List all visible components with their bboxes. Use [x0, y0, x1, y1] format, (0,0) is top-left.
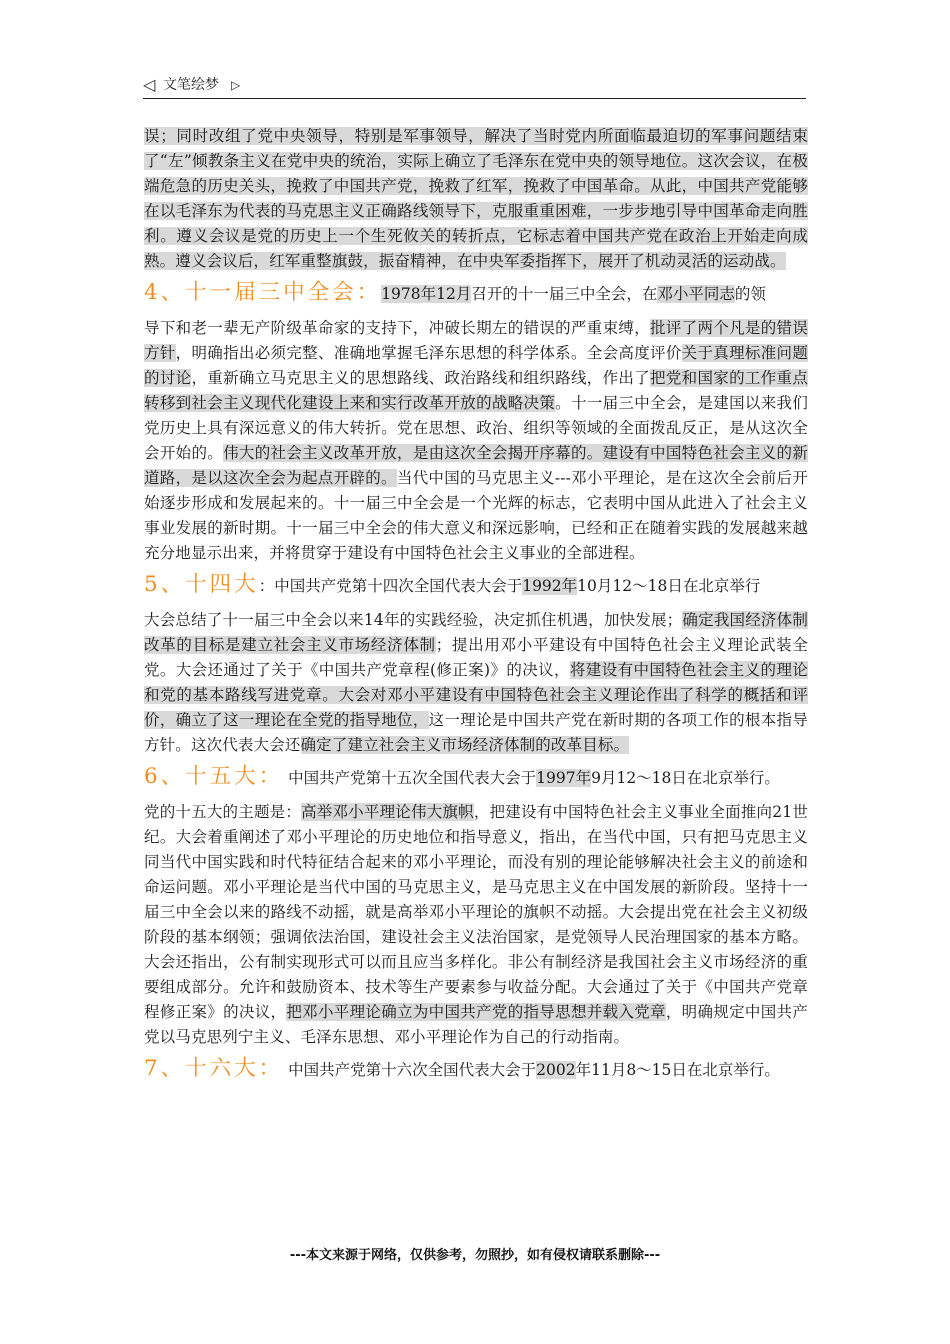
- highlight-run: 高举邓小平理论伟大旗帜: [301, 803, 474, 821]
- section-5-year: 1992年: [522, 577, 578, 595]
- intro-paragraph: [144, 124, 808, 274]
- highlight-run: 批评了两个凡是的错误方针: [144, 319, 808, 362]
- text-run: 党的十五大的主题是：: [144, 803, 302, 821]
- section-5-heading: 5、十四大: [144, 572, 259, 597]
- section-4-person: 邓小平同志: [657, 285, 735, 303]
- section-4-heading-line: [144, 278, 808, 308]
- highlight-run: 确定我国经济体制改革的目标是建立社会主义市场经济体制: [144, 611, 808, 654]
- text-run: ，明确指出必须完整、准确地掌握毛泽东思想的科学体系。全会高度评价: [175, 344, 682, 362]
- section-5-lead-text: ：中国共产党第十四次全国代表大会于: [258, 577, 523, 595]
- section-6-heading: 6、十五大：: [144, 764, 284, 789]
- highlight-run: 将建设有中国特色社会主义的理论和党的基本路线写进党章。: [144, 661, 808, 704]
- intro-text: 误；同时改组了党中央领导，特别是军事领导，解决了当时党内所面临最迫切的军事问题结束了“左”倾教条主义在党中央的统治，实际上确立了毛泽东在党中央的领导地位。这次会议，在极端危急的历史关头，挽救了中国共产党，挽救了红军，挽救了中国革命。从此，中国共产党能够在以毛泽东为代表的马克思主义正确路线领导下，克服重重困难，一步步地引导中国革命走向胜利。遵义会议是党的历史上一个生死攸关的转折点，它标志着中国共产党在政治上开始走向成熟。遵义会议后，红军重整旗鼓，振奋精神，在中央军委指挥下，展开了机动灵活的运动战。: [144, 127, 808, 270]
- section-6-lead-end: 9月12～18日在北京举行。: [591, 769, 780, 787]
- page-header: [143, 74, 806, 99]
- section-7: [144, 1054, 808, 1084]
- section-4-date: 1978年12月: [381, 285, 472, 303]
- text-run: 大会总结了十一届三中全会以来14年的实践经验，决定抓住机遇，加快发展；: [144, 611, 683, 629]
- section-7-year: 2002: [536, 1061, 576, 1079]
- section-7-lead-end: 年11月8～15日在北京举行。: [575, 1061, 780, 1079]
- text-run: 当代中国的马克思主义---邓小平理论，是在这次全会前后开始逐步形成和发展起来的。十一届三中全会是一个光辉的标志，它表明中国从此进入了社会主义事业发展的新时期。十一届三中全会的伟大意义和深远影响，已经和正在随着实践的发展越来越充分地显示出来，并将贯穿于建设有中国特色社会主义事业的全部进程。: [144, 469, 808, 562]
- text-run: ，把建设有中国特色社会主义事业全面推向21世纪。大会着重阐述了邓小平理论的历史地位和指导意义，指出，在当代中国，只有把马克思主义同当代中国实践和时代特征结合起来的邓小平理论，而没有别的理论能够解决社会主义的前途和命运问题。邓小平理论是当代中国的马克思主义，是马克思主义在中国发展的新阶段。坚持十一届三中全会以来的路线不动摇，就是高举邓小平理论的旗帜不动摇。大会提出党在社会主义初级阶段的基本纲领；强调依法治国，建设社会主义法治国家，是党领导人民治理国家的基本方略。大会还指出，公有制实现形式可以而且应当多样化。非公有制经济是我国社会主义市场经济的重要组成部分。允许和鼓励资本、技术等生产要素参与收益分配。大会通过了关于《中国共产党章程修正案》的决议，: [144, 803, 808, 1021]
- section-5: [144, 570, 808, 758]
- section-6-paragraph: [144, 800, 808, 1050]
- text-run: ，重新确立马克思主义的思想路线、政治路线和组织路线，作出了: [191, 369, 651, 387]
- highlight-run: 大会对邓小平建设有中国特色社会主义理论作出了科学的概括和评价，确立了这一理论在全党的指导地位，: [144, 686, 808, 729]
- section-5-lead-end: 10月12～18日在北京举行: [577, 577, 761, 595]
- section-5-paragraph: [144, 608, 808, 758]
- section-6: [144, 762, 808, 1050]
- highlight-run: 伟大的社会主义改革开放，是由这次全会揭开序幕的。建设有中国特色社会主义的新道路，是以这次全会为起点开辟的。: [144, 444, 808, 487]
- section-7-heading-line: [144, 1054, 808, 1084]
- section-4-lead-text: 召开的十一届三中全会，在: [471, 285, 658, 303]
- highlight-run: 确定了建立社会主义市场经济体制的改革目标。: [300, 736, 630, 754]
- section-4-heading: 4、十一届三中全会：: [144, 280, 382, 305]
- highlight-run: 把邓小平理论确立为中国共产党的指导思想并载入党章: [286, 1003, 666, 1021]
- section-4-lead-end: 的领: [734, 285, 766, 303]
- text-run: ，明确规定中国共产党以马克思列宁主义、毛泽东思想、邓小平理论作为自己的行动指南。: [144, 1003, 808, 1046]
- text-run: 这一理论是中国共产党在新时期的各项工作的根本指导方针。这次代表大会还: [144, 711, 808, 754]
- text-run: 导下和老一辈无产阶级革命家的支持下，冲破长期左的错误的严重束缚，: [144, 319, 651, 337]
- section-6-heading-line: [144, 762, 808, 792]
- text-run: ；提出用邓小平建设有中国特色社会主义理论武装全党。大会还通过了关于《中国共产党章程(修正案)》的决议，: [144, 636, 809, 679]
- section-6-year: 1997年: [536, 769, 592, 787]
- document-body: [144, 124, 808, 1092]
- section-4-paragraph: [144, 316, 808, 566]
- text-run: 。十一届三中全会，是建国以来我们党历史上具有深远意义的伟大转折。党在思想、政治、组织等领域的全面拨乱反正，是从这次全会开始的。: [144, 394, 809, 462]
- section-4: [144, 278, 808, 566]
- section-7-lead-text: 中国共产党第十六次全国代表大会于: [288, 1061, 537, 1079]
- section-6-lead-text: 中国共产党第十五次全国代表大会于: [288, 769, 537, 787]
- right-triangle-icon: ▷: [231, 78, 241, 92]
- page-footer: ---本文来源于网络，仅供参考，勿照抄，如有侵权请联系删除---: [289, 1248, 661, 1263]
- section-7-heading: 7、十六大：: [144, 1056, 284, 1081]
- header-title: 文笔绘梦: [163, 77, 219, 93]
- highlight-run: 关于真理标准问题的讨论: [144, 344, 808, 387]
- left-triangle-icon: ◁: [143, 75, 156, 94]
- section-5-heading-line: [144, 570, 808, 600]
- highlight-run: 把党和国家的工作重点转移到社会主义现代化建设上来和实行改革开放的战略决策: [144, 369, 808, 412]
